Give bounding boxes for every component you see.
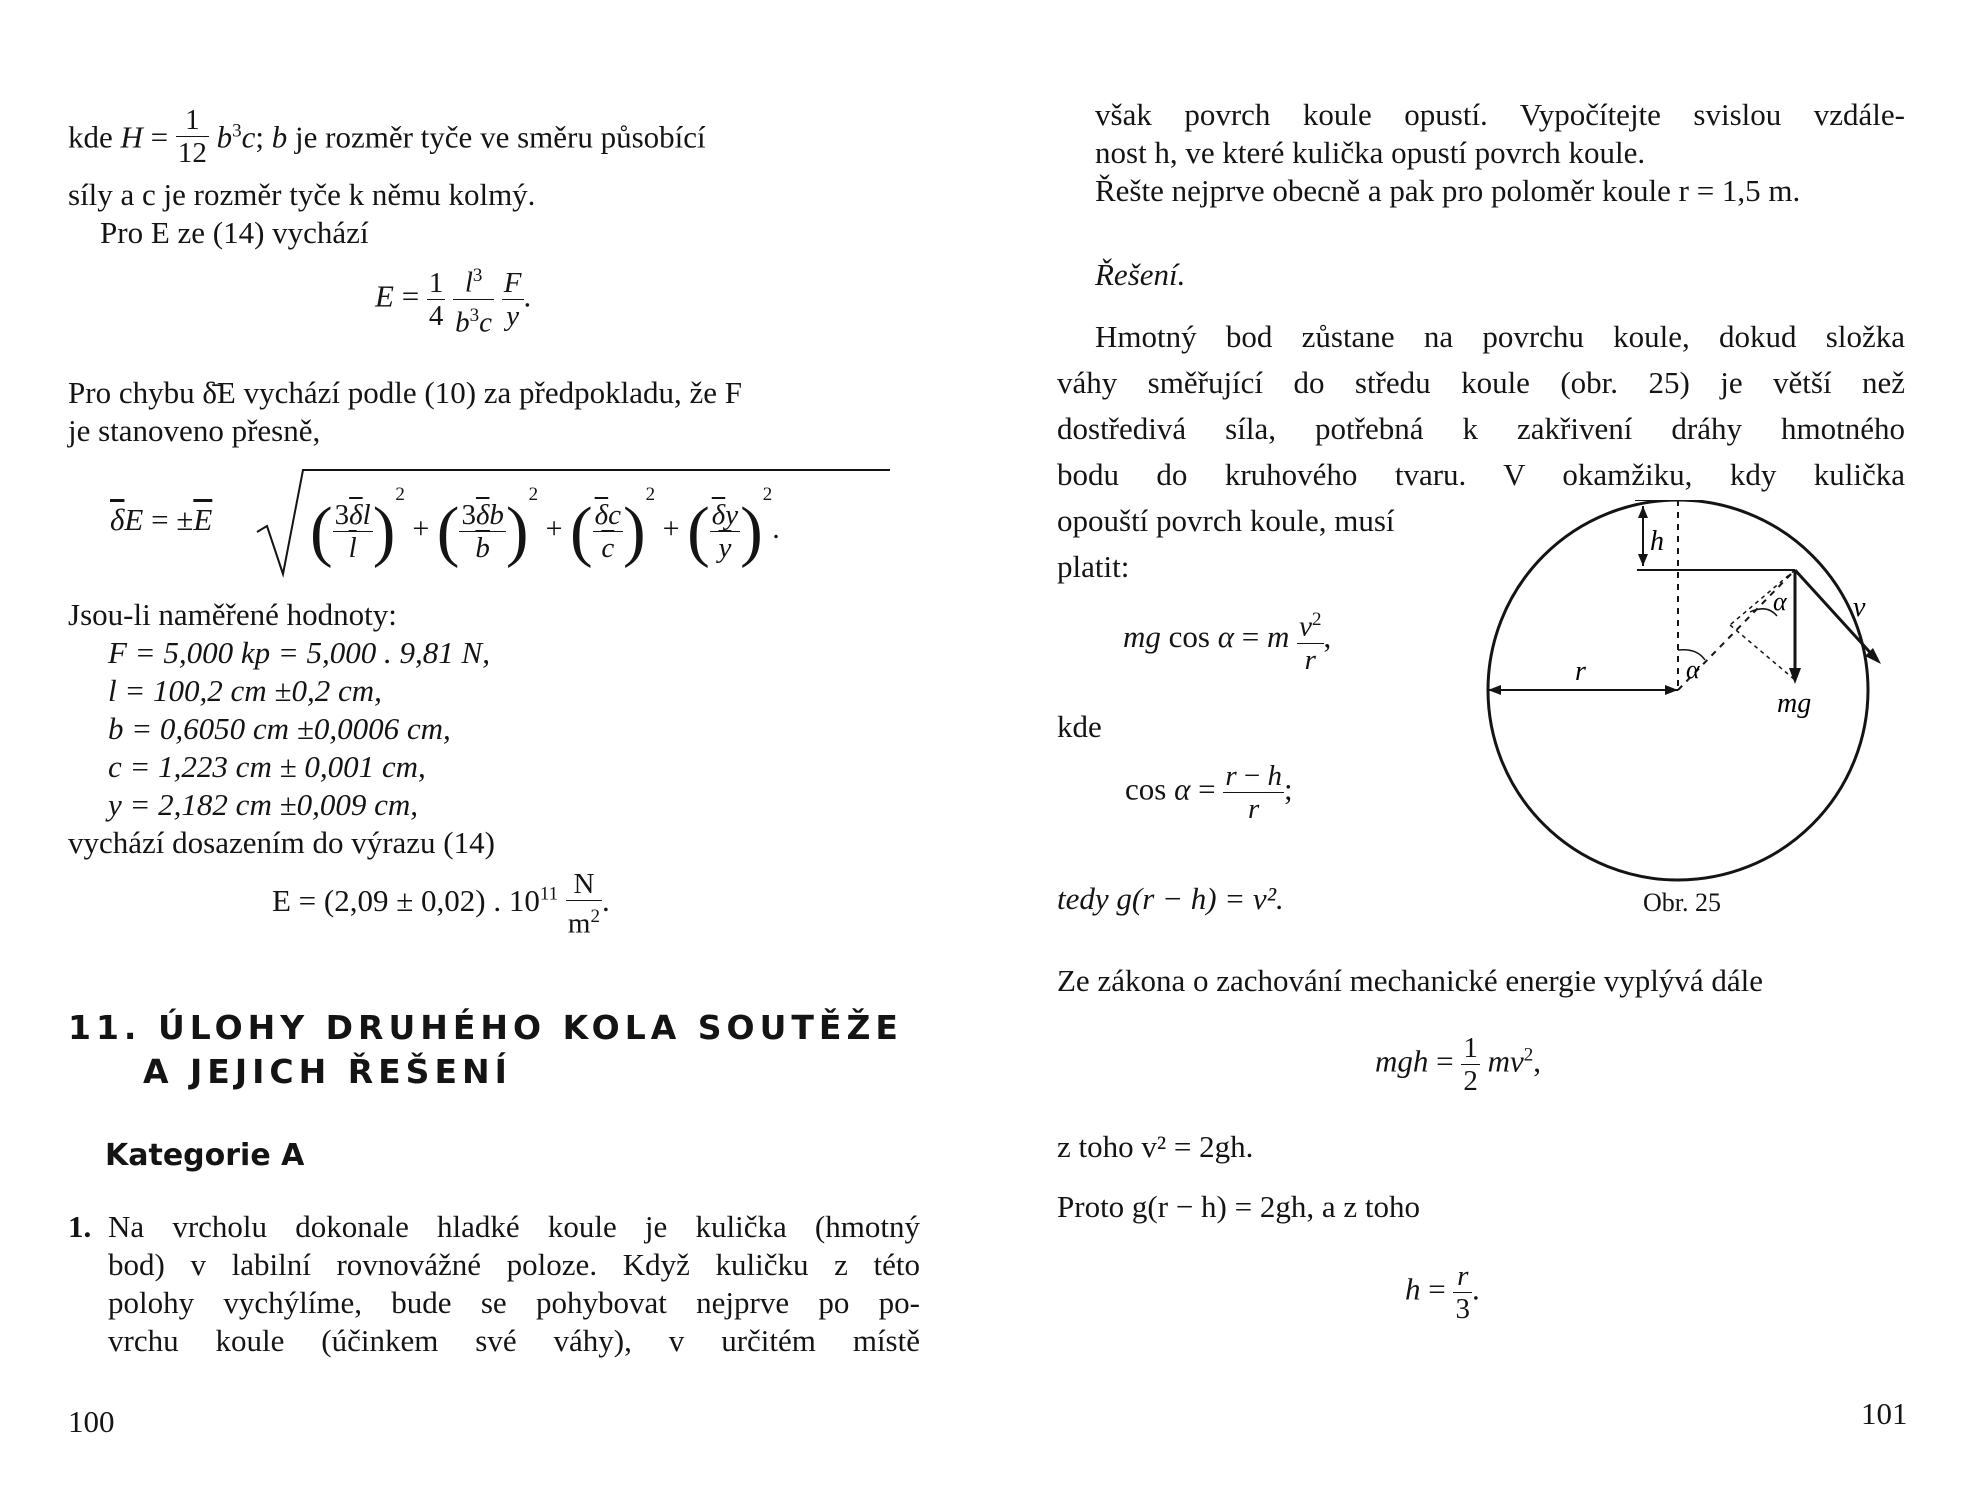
text-line-4: Pro chybu δ̄E vychází podle (10) za předpokladu, že F [68, 375, 743, 410]
solution-heading: Řešení. [1095, 257, 1186, 292]
value-F: F = 5,000 kp = 5,000 . 9,81 N, [108, 635, 490, 670]
solution-line-1: Hmotný bod zůstane na povrchu koule, dokud složka [1095, 319, 1905, 354]
equation-cos: cos α = $\frac{r - h}{r}$ ; [1125, 760, 1293, 825]
figure-25 [1405, 500, 1925, 900]
equation-energy: mgh = $\frac{1}{2}$ $mv^2$, [1375, 1032, 1542, 1097]
problem-number: 1. [68, 1209, 92, 1244]
right-page [985, 0, 1970, 1500]
text-line-3: Pro E ze (14) vychází [100, 215, 369, 250]
problem-line-4: vrchu koule (účinkem své váhy), v určitém místě [108, 1323, 920, 1358]
energy-line: Ze zákona o zachování mechanické energie vyplývá dále [1057, 963, 1764, 998]
problem-line-2: bod) v labilní rovnovážné poloze. Když kuličku z této [108, 1247, 920, 1282]
kde-label: kde [1057, 709, 1102, 744]
label-mg: mg [1777, 688, 1812, 719]
value-c: c = 1,223 cm ± 0,001 cm, [108, 749, 426, 784]
measured-intro: Jsou-li naměřené hodnoty: [68, 597, 397, 632]
solution-line-6: platit: [1057, 549, 1130, 584]
subsection-title: Kategorie A [105, 1138, 305, 1173]
equation-error: $\overline{\delta}E = \pm\overline{E}$ ( $\frac{3\overline{\delta}l}{l}$ )$^2$ + ( $\frac{3\overline{\delta}b}{b}$ )$^2$ + ( $\frac{\overline{\delta}c}{c}$ )$^2$ + ( $\frac{\overline{\delta}y}{y}$ )$^2$. [110, 462, 900, 582]
problem-line-1: Na vrcholu dokonale hladké koule je kulička (hmotný [108, 1209, 920, 1244]
figure-caption: Obr. 25 [1643, 888, 1721, 917]
ztoho-line: z toho v² = 2gh. [1057, 1129, 1254, 1164]
top-line-2: nost h, ve které kulička opustí povrch koule. [1095, 135, 1646, 170]
solution-line-5: opouští povrch koule, musí [1057, 503, 1395, 538]
value-y: y = 2,182 cm ±0,009 cm, [108, 787, 418, 822]
solution-line-4: bodu do kruhového tvaru. V okamžiku, kdy kulička [1057, 457, 1905, 492]
text-line-1: kde H = $\frac{1}{12}$ $b^3c$; b je rozměr tyče ve směru působící [68, 104, 706, 169]
top-line-3: Řešte nejprve obecně a pak pro poloměr koule r = 1,5 m. [1095, 173, 1801, 208]
equation-E: E = $\frac{1}{4}$ $\frac{l^3}{b^3c}$ $\frac{F}{y}$ . [375, 260, 531, 338]
solution-line-2: váhy směřující do středu koule (obr. 25) je větší než [1057, 365, 1905, 400]
label-v: v [1853, 592, 1866, 623]
equation-h: h = $\frac{r}{3}$ . [1405, 1260, 1480, 1325]
label-h: h [1650, 526, 1664, 557]
text-line-2: síly a c je rozměr tyče k němu kolmý. [68, 177, 536, 212]
label-r: r [1575, 656, 1586, 687]
text-line-5: je stanoveno přesně, [68, 413, 321, 448]
substitution-line: vychází dosazením do výrazu (14) [68, 825, 495, 860]
top-line-1: však povrch koule opustí. Vypočítejte svislou vzdále- [1095, 97, 1905, 132]
label-alpha-center: α [1686, 655, 1700, 684]
value-b: b = 0,6050 cm ±0,0006 cm, [108, 711, 451, 746]
solution-line-3: dostředivá síla, potřebná k zakřivení dráhy hmotného [1057, 411, 1905, 446]
value-l: l = 100,2 cm ±0,2 cm, [108, 673, 382, 708]
problem-line-3: polohy vychýlíme, bude se pohybovat nejprve po po- [108, 1285, 920, 1320]
equation-centripetal: mg cos α = m $\frac{v^2}{r}$ , [1123, 604, 1331, 676]
label-alpha-point: α [1773, 587, 1787, 616]
proto-line: Proto g(r − h) = 2gh, a z toho [1057, 1189, 1420, 1224]
page-number-right: 101 [1861, 1396, 1908, 1431]
tedy-line: tedy g(r − h) = v². [1057, 881, 1284, 916]
equation-result: E = (2,09 ± 0,02) . $10^{11}$ $\frac{N}{m^2}$ . [272, 868, 610, 940]
page-number-left: 100 [68, 1404, 115, 1439]
section-title-line-2: A JEJICH ŘEŠENÍ [143, 1052, 512, 1091]
section-title-line-1: 11. ÚLOHY DRUHÉHO KOLA SOUTĚŽE [68, 1008, 903, 1047]
